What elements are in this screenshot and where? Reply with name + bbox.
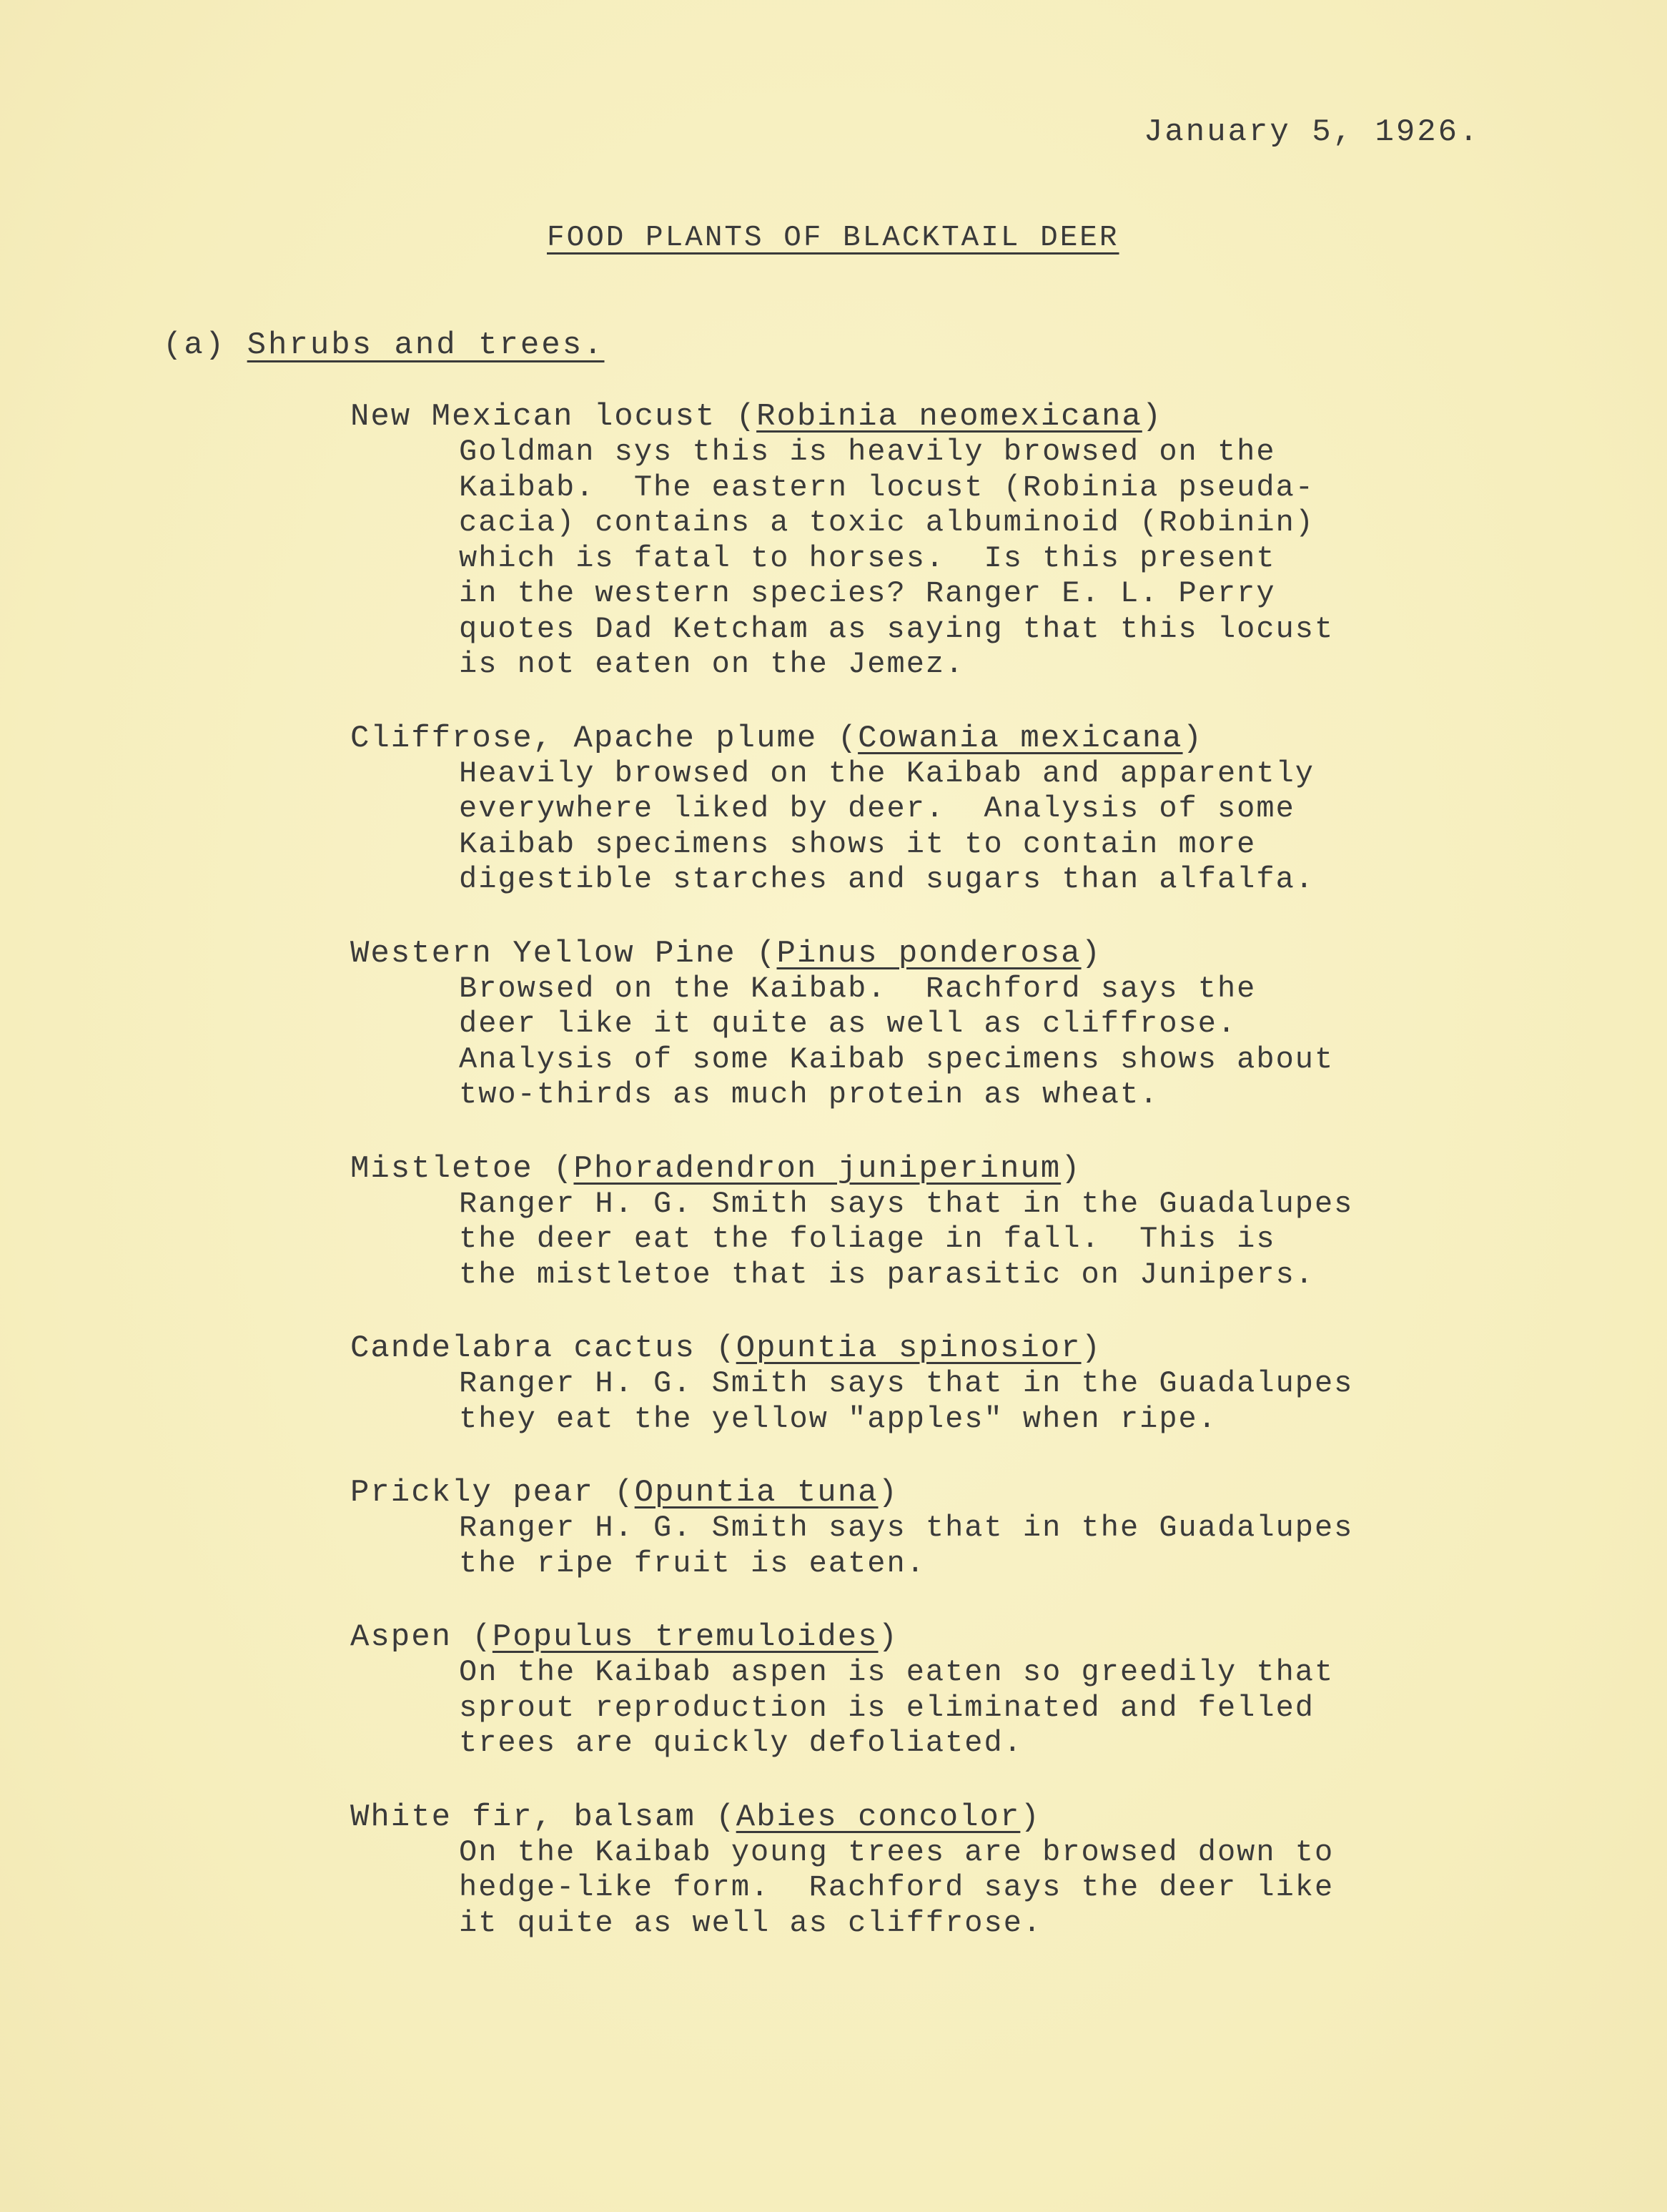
body-line: it quite as well as cliffrose. bbox=[459, 1905, 1043, 1940]
common-name: Western Yellow Pine ( bbox=[350, 935, 777, 972]
common-name: Prickly pear ( bbox=[350, 1475, 635, 1511]
document-date: January 5, 1926. bbox=[1144, 114, 1480, 150]
closing-paren: ) bbox=[878, 1475, 899, 1511]
scientific-name: Populus tremuloides bbox=[492, 1619, 879, 1655]
body-line: Ranger H. G. Smith says that in the Guadalupes bbox=[459, 1186, 1354, 1221]
scientific-name: Opuntia tuna bbox=[634, 1475, 879, 1511]
plant-entry bbox=[350, 721, 1465, 898]
body-line: Goldman sys this is heavily browsed on the bbox=[459, 435, 1276, 469]
scientific-name: Cowania mexicana bbox=[858, 720, 1183, 756]
body-line: two-thirds as much protein as wheat. bbox=[459, 1077, 1159, 1112]
plant-entry bbox=[350, 1475, 1465, 1581]
closing-paren: ) bbox=[1142, 399, 1163, 435]
body-line: trees are quickly defoliated. bbox=[459, 1726, 1023, 1760]
plant-entry-body bbox=[459, 1366, 1465, 1437]
plant-entry-title bbox=[350, 1151, 1465, 1187]
closing-paren: ) bbox=[1081, 1330, 1102, 1366]
body-line: Ranger H. G. Smith says that in the Guadalupes bbox=[459, 1366, 1354, 1401]
section-heading bbox=[163, 327, 605, 363]
closing-paren: ) bbox=[1061, 1150, 1082, 1187]
closing-paren: ) bbox=[878, 1619, 899, 1655]
plant-entry bbox=[350, 1330, 1465, 1437]
body-line: is not eaten on the Jemez. bbox=[459, 647, 965, 681]
closing-paren: ) bbox=[1020, 1799, 1041, 1835]
common-name: White fir, balsam ( bbox=[350, 1799, 736, 1835]
body-line: Heavily browsed on the Kaibab and apparently bbox=[459, 756, 1315, 791]
plant-entry-title bbox=[350, 1799, 1465, 1835]
plant-entry-title bbox=[350, 1475, 1465, 1511]
plant-entry-body bbox=[459, 1655, 1465, 1762]
scientific-name: Phoradendron juniperinum bbox=[573, 1150, 1062, 1187]
body-line: the ripe fruit is eaten. bbox=[459, 1546, 926, 1581]
plant-entry bbox=[350, 936, 1465, 1113]
plant-entry-title bbox=[350, 721, 1465, 756]
common-name: Aspen ( bbox=[350, 1619, 493, 1655]
body-line: On the Kaibab aspen is eaten so greedily that bbox=[459, 1655, 1335, 1689]
closing-paren: ) bbox=[1182, 720, 1203, 756]
plant-entry-title bbox=[350, 1330, 1465, 1366]
body-line: Analysis of some Kaibab specimens shows about bbox=[459, 1042, 1335, 1077]
body-line: Kaibab. The eastern locust (Robinia pseuda- bbox=[459, 470, 1315, 505]
body-line: everywhere liked by deer. Analysis of some bbox=[459, 791, 1295, 826]
section-label: Shrubs and trees. bbox=[247, 327, 605, 363]
plant-entry-title bbox=[350, 936, 1465, 972]
closing-paren: ) bbox=[1081, 935, 1102, 972]
common-name: Mistletoe ( bbox=[350, 1150, 574, 1187]
plant-entry bbox=[350, 399, 1465, 683]
body-line: which is fatal to horses. Is this present bbox=[459, 540, 1276, 576]
common-name: Candelabra cactus ( bbox=[350, 1330, 736, 1366]
plant-entry-body bbox=[459, 1187, 1465, 1293]
section-marker: (a) bbox=[163, 327, 227, 363]
plant-entry bbox=[350, 1151, 1465, 1293]
body-line: sprout reproduction is eliminated and felled bbox=[459, 1690, 1315, 1725]
scientific-name: Pinus ponderosa bbox=[776, 935, 1082, 972]
body-line: Kaibab specimens shows it to contain more bbox=[459, 826, 1257, 861]
scientific-name: Abies concolor bbox=[736, 1799, 1021, 1835]
scientific-name: Robinia neomexicana bbox=[756, 399, 1142, 435]
plant-entry-title bbox=[350, 399, 1465, 435]
plant-entry-body bbox=[459, 1511, 1465, 1581]
body-line: Browsed on the Kaibab. Rachford says the bbox=[459, 971, 1257, 1006]
scientific-name: Opuntia spinosior bbox=[736, 1330, 1082, 1366]
common-name: New Mexican locust ( bbox=[350, 399, 757, 435]
body-line: the mistletoe that is parasitic on Junipers. bbox=[459, 1257, 1315, 1292]
plant-entry bbox=[350, 1799, 1465, 1942]
body-line: On the Kaibab young trees are browsed down to bbox=[459, 1835, 1335, 1870]
plant-entry-body bbox=[459, 435, 1465, 683]
document-title: FOOD PLANTS OF BLACKTAIL DEER bbox=[547, 222, 1119, 255]
common-name: Cliffrose, Apache plume ( bbox=[350, 720, 859, 756]
plant-entry bbox=[350, 1619, 1465, 1762]
plant-entry-title bbox=[350, 1619, 1465, 1655]
plant-entries bbox=[350, 399, 1465, 1979]
body-line: digestible starches and sugars than alfalfa. bbox=[459, 862, 1315, 897]
plant-entry-body bbox=[459, 972, 1465, 1113]
body-line: they eat the yellow "apples" when ripe. bbox=[459, 1401, 1217, 1436]
body-line: cacia) contains a toxic albuminoid (Robinin) bbox=[459, 505, 1315, 540]
body-line: quotes Dad Ketcham as saying that this locust bbox=[459, 611, 1335, 646]
body-line: the deer eat the foliage in fall. This is bbox=[459, 1222, 1276, 1256]
body-line: Ranger H. G. Smith says that in the Guadalupes bbox=[459, 1511, 1354, 1545]
plant-entry-body bbox=[459, 756, 1465, 898]
plant-entry-body bbox=[459, 1835, 1465, 1942]
body-line: deer like it quite as well as cliffrose. bbox=[459, 1007, 1237, 1041]
body-line: in the western species? Ranger E. L. Perry bbox=[459, 576, 1276, 611]
body-line: hedge-like form. Rachford says the deer like bbox=[459, 1870, 1335, 1905]
